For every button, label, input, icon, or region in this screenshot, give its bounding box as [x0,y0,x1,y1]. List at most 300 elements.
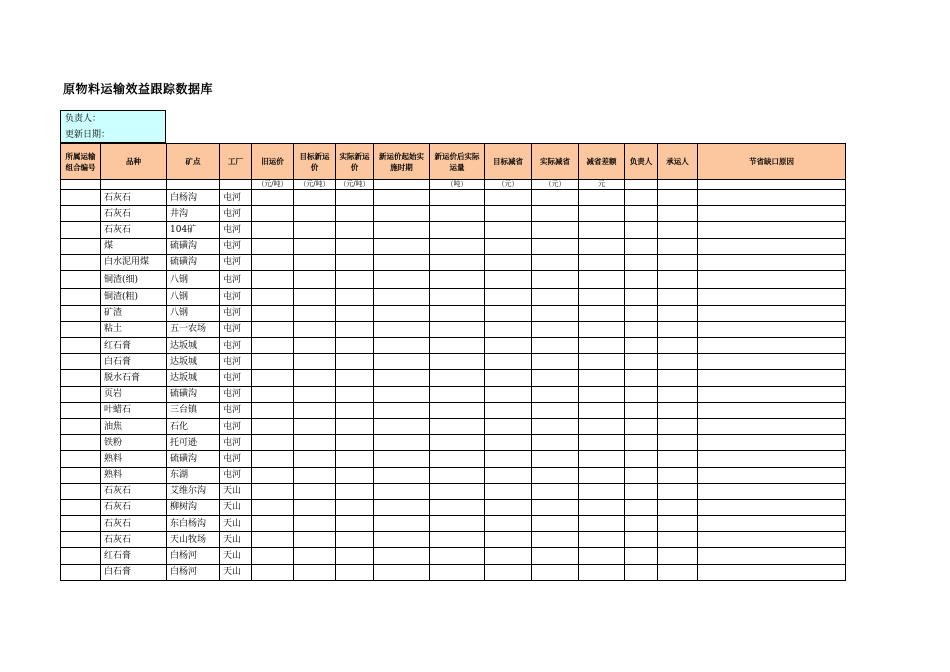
empty-cell[interactable] [294,467,336,483]
variety-cell[interactable]: 矿渣 [101,305,167,321]
empty-cell[interactable] [579,206,625,222]
empty-cell[interactable] [698,222,846,238]
empty-cell[interactable] [61,370,101,386]
empty-cell[interactable] [61,467,101,483]
empty-cell[interactable] [430,354,485,370]
column-header[interactable]: 实际新运价 [336,144,374,180]
empty-cell[interactable] [294,289,336,305]
empty-cell[interactable] [485,321,532,337]
empty-cell[interactable] [294,321,336,337]
empty-cell[interactable] [374,435,430,451]
empty-cell[interactable] [336,270,374,289]
empty-cell[interactable] [658,238,698,254]
empty-cell[interactable] [579,289,625,305]
empty-cell[interactable] [252,564,294,580]
column-header[interactable]: 减省差额 [579,144,625,180]
empty-cell[interactable] [625,483,658,499]
empty-cell[interactable] [374,289,430,305]
empty-cell[interactable] [698,238,846,254]
empty-cell[interactable] [485,190,532,206]
empty-cell[interactable] [532,499,579,515]
empty-cell[interactable] [532,238,579,254]
empty-cell[interactable] [294,402,336,418]
empty-cell[interactable] [532,435,579,451]
unit-cell[interactable] [698,180,846,190]
empty-cell[interactable] [485,270,532,289]
unit-cell[interactable] [220,180,252,190]
empty-cell[interactable] [430,370,485,386]
plant-cell[interactable]: 屯河 [220,206,252,222]
plant-cell[interactable]: 屯河 [220,289,252,305]
empty-cell[interactable] [698,190,846,206]
unit-cell[interactable] [61,180,101,190]
empty-cell[interactable] [579,418,625,434]
empty-cell[interactable] [485,564,532,580]
variety-cell[interactable]: 叶蜡石 [101,402,167,418]
empty-cell[interactable] [374,190,430,206]
empty-cell[interactable] [698,289,846,305]
empty-cell[interactable] [336,418,374,434]
empty-cell[interactable] [658,499,698,515]
empty-cell[interactable] [252,238,294,254]
empty-cell[interactable] [658,254,698,270]
empty-cell[interactable] [294,564,336,580]
empty-cell[interactable] [658,370,698,386]
variety-cell[interactable]: 熟料 [101,451,167,467]
variety-cell[interactable]: 石灰石 [101,190,167,206]
empty-cell[interactable] [579,548,625,564]
empty-cell[interactable] [625,564,658,580]
empty-cell[interactable] [625,354,658,370]
empty-cell[interactable] [658,386,698,402]
empty-cell[interactable] [61,222,101,238]
empty-cell[interactable] [336,467,374,483]
empty-cell[interactable] [336,548,374,564]
empty-cell[interactable] [252,467,294,483]
empty-cell[interactable] [294,190,336,206]
empty-cell[interactable] [698,548,846,564]
empty-cell[interactable] [252,270,294,289]
empty-cell[interactable] [698,305,846,321]
empty-cell[interactable] [294,254,336,270]
empty-cell[interactable] [430,499,485,515]
empty-cell[interactable] [430,289,485,305]
empty-cell[interactable] [579,499,625,515]
empty-cell[interactable] [532,254,579,270]
empty-cell[interactable] [532,354,579,370]
empty-cell[interactable] [698,467,846,483]
empty-cell[interactable] [485,499,532,515]
empty-cell[interactable] [658,435,698,451]
empty-cell[interactable] [430,206,485,222]
empty-cell[interactable] [579,222,625,238]
empty-cell[interactable] [658,451,698,467]
empty-cell[interactable] [485,222,532,238]
unit-cell[interactable]: （元） [485,180,532,190]
empty-cell[interactable] [698,206,846,222]
empty-cell[interactable] [658,206,698,222]
column-header[interactable]: 矿点 [167,144,220,180]
empty-cell[interactable] [294,354,336,370]
empty-cell[interactable] [698,370,846,386]
plant-cell[interactable]: 天山 [220,532,252,548]
empty-cell[interactable] [252,435,294,451]
column-header[interactable]: 所属运输组合编号 [61,144,101,180]
column-header[interactable]: 旧运价 [252,144,294,180]
plant-cell[interactable]: 天山 [220,483,252,499]
mine-cell[interactable]: 三台镇 [167,402,220,418]
empty-cell[interactable] [61,532,101,548]
empty-cell[interactable] [532,305,579,321]
empty-cell[interactable] [336,238,374,254]
empty-cell[interactable] [430,305,485,321]
variety-cell[interactable]: 铜渣(细) [101,270,167,289]
empty-cell[interactable] [294,238,336,254]
empty-cell[interactable] [61,354,101,370]
mine-cell[interactable]: 白杨河 [167,564,220,580]
empty-cell[interactable] [430,254,485,270]
plant-cell[interactable]: 屯河 [220,270,252,289]
empty-cell[interactable] [61,270,101,289]
empty-cell[interactable] [485,386,532,402]
empty-cell[interactable] [61,435,101,451]
empty-cell[interactable] [698,402,846,418]
empty-cell[interactable] [336,206,374,222]
empty-cell[interactable] [658,305,698,321]
plant-cell[interactable]: 天山 [220,548,252,564]
empty-cell[interactable] [374,402,430,418]
empty-cell[interactable] [252,386,294,402]
empty-cell[interactable] [532,532,579,548]
unit-cell[interactable]: （元） [532,180,579,190]
mine-cell[interactable]: 八钢 [167,270,220,289]
unit-cell[interactable]: （吨） [430,180,485,190]
empty-cell[interactable] [61,516,101,532]
empty-cell[interactable] [294,206,336,222]
empty-cell[interactable] [485,206,532,222]
plant-cell[interactable]: 屯河 [220,451,252,467]
empty-cell[interactable] [336,305,374,321]
empty-cell[interactable] [579,483,625,499]
plant-cell[interactable]: 天山 [220,564,252,580]
empty-cell[interactable] [252,190,294,206]
empty-cell[interactable] [532,418,579,434]
unit-cell[interactable] [658,180,698,190]
mine-cell[interactable]: 东白杨沟 [167,516,220,532]
column-header[interactable]: 承运人 [658,144,698,180]
empty-cell[interactable] [430,190,485,206]
empty-cell[interactable] [658,516,698,532]
mine-cell[interactable]: 艾维尔沟 [167,483,220,499]
empty-cell[interactable] [294,386,336,402]
empty-cell[interactable] [374,238,430,254]
empty-cell[interactable] [579,564,625,580]
variety-cell[interactable]: 石灰石 [101,206,167,222]
empty-cell[interactable] [658,321,698,337]
empty-cell[interactable] [579,305,625,321]
empty-cell[interactable] [294,270,336,289]
empty-cell[interactable] [532,190,579,206]
empty-cell[interactable] [485,516,532,532]
empty-cell[interactable] [252,254,294,270]
empty-cell[interactable] [336,435,374,451]
mine-cell[interactable]: 达坂城 [167,354,220,370]
empty-cell[interactable] [294,370,336,386]
empty-cell[interactable] [698,483,846,499]
empty-cell[interactable] [698,254,846,270]
empty-cell[interactable] [374,222,430,238]
empty-cell[interactable] [336,190,374,206]
empty-cell[interactable] [374,270,430,289]
plant-cell[interactable]: 屯河 [220,321,252,337]
empty-cell[interactable] [658,190,698,206]
empty-cell[interactable] [532,222,579,238]
variety-cell[interactable]: 熟料 [101,467,167,483]
unit-cell[interactable]: 元 [579,180,625,190]
column-header[interactable]: 新运价起始实施时期 [374,144,430,180]
empty-cell[interactable] [658,483,698,499]
empty-cell[interactable] [579,402,625,418]
empty-cell[interactable] [658,354,698,370]
empty-cell[interactable] [294,483,336,499]
unit-cell[interactable]: （元/吨） [336,180,374,190]
variety-cell[interactable]: 铁粉 [101,435,167,451]
empty-cell[interactable] [61,190,101,206]
mine-cell[interactable]: 硫磺沟 [167,386,220,402]
empty-cell[interactable] [374,338,430,354]
empty-cell[interactable] [294,435,336,451]
empty-cell[interactable] [579,386,625,402]
empty-cell[interactable] [374,254,430,270]
empty-cell[interactable] [485,418,532,434]
mine-cell[interactable]: 硫磺沟 [167,238,220,254]
empty-cell[interactable] [658,467,698,483]
empty-cell[interactable] [625,305,658,321]
empty-cell[interactable] [61,289,101,305]
empty-cell[interactable] [485,338,532,354]
variety-cell[interactable]: 油焦 [101,418,167,434]
empty-cell[interactable] [579,532,625,548]
empty-cell[interactable] [374,305,430,321]
empty-cell[interactable] [430,483,485,499]
empty-cell[interactable] [485,483,532,499]
empty-cell[interactable] [625,254,658,270]
empty-cell[interactable] [252,516,294,532]
empty-cell[interactable] [579,321,625,337]
empty-cell[interactable] [532,483,579,499]
unit-cell[interactable] [101,180,167,190]
empty-cell[interactable] [532,370,579,386]
plant-cell[interactable]: 屯河 [220,402,252,418]
empty-cell[interactable] [252,451,294,467]
empty-cell[interactable] [485,451,532,467]
empty-cell[interactable] [658,418,698,434]
empty-cell[interactable] [252,532,294,548]
unit-cell[interactable] [374,180,430,190]
empty-cell[interactable] [374,386,430,402]
plant-cell[interactable]: 屯河 [220,418,252,434]
column-header[interactable]: 目标新运价 [294,144,336,180]
empty-cell[interactable] [698,564,846,580]
empty-cell[interactable] [625,548,658,564]
empty-cell[interactable] [61,338,101,354]
empty-cell[interactable] [374,206,430,222]
empty-cell[interactable] [625,206,658,222]
plant-cell[interactable]: 屯河 [220,305,252,321]
variety-cell[interactable]: 粘土 [101,321,167,337]
empty-cell[interactable] [625,435,658,451]
empty-cell[interactable] [658,402,698,418]
empty-cell[interactable] [625,238,658,254]
mine-cell[interactable]: 东湖 [167,467,220,483]
empty-cell[interactable] [61,418,101,434]
empty-cell[interactable] [61,499,101,515]
variety-cell[interactable]: 石灰石 [101,516,167,532]
empty-cell[interactable] [374,499,430,515]
empty-cell[interactable] [485,238,532,254]
empty-cell[interactable] [61,254,101,270]
plant-cell[interactable]: 屯河 [220,370,252,386]
empty-cell[interactable] [658,270,698,289]
empty-cell[interactable] [61,386,101,402]
empty-cell[interactable] [658,564,698,580]
plant-cell[interactable]: 屯河 [220,386,252,402]
column-header[interactable]: 工厂 [220,144,252,180]
empty-cell[interactable] [625,386,658,402]
empty-cell[interactable] [430,435,485,451]
empty-cell[interactable] [579,467,625,483]
variety-cell[interactable]: 红石膏 [101,548,167,564]
empty-cell[interactable] [252,483,294,499]
empty-cell[interactable] [252,206,294,222]
empty-cell[interactable] [698,532,846,548]
empty-cell[interactable] [374,564,430,580]
empty-cell[interactable] [430,386,485,402]
empty-cell[interactable] [532,289,579,305]
empty-cell[interactable] [294,532,336,548]
empty-cell[interactable] [374,467,430,483]
empty-cell[interactable] [532,270,579,289]
empty-cell[interactable] [374,321,430,337]
empty-cell[interactable] [485,532,532,548]
empty-cell[interactable] [625,451,658,467]
mine-cell[interactable]: 石化 [167,418,220,434]
column-header[interactable]: 实际减省 [532,144,579,180]
empty-cell[interactable] [336,451,374,467]
empty-cell[interactable] [579,451,625,467]
mine-cell[interactable]: 八钢 [167,305,220,321]
empty-cell[interactable] [698,418,846,434]
empty-cell[interactable] [252,222,294,238]
empty-cell[interactable] [532,451,579,467]
column-header[interactable]: 节省缺口原因 [698,144,846,180]
empty-cell[interactable] [336,532,374,548]
owner-label[interactable]: 负责人： [65,114,102,124]
empty-cell[interactable] [252,321,294,337]
empty-cell[interactable] [374,483,430,499]
plant-cell[interactable]: 天山 [220,499,252,515]
empty-cell[interactable] [430,321,485,337]
empty-cell[interactable] [485,305,532,321]
empty-cell[interactable] [336,564,374,580]
plant-cell[interactable]: 天山 [220,516,252,532]
update-date-label[interactable]: 更新日期： [65,130,111,140]
empty-cell[interactable] [61,548,101,564]
empty-cell[interactable] [374,354,430,370]
mine-cell[interactable]: 托可逊 [167,435,220,451]
empty-cell[interactable] [579,338,625,354]
empty-cell[interactable] [294,222,336,238]
empty-cell[interactable] [532,386,579,402]
empty-cell[interactable] [579,190,625,206]
mine-cell[interactable]: 104矿 [167,222,220,238]
empty-cell[interactable] [430,338,485,354]
empty-cell[interactable] [625,467,658,483]
variety-cell[interactable]: 脱水石膏 [101,370,167,386]
variety-cell[interactable]: 石灰石 [101,532,167,548]
mine-cell[interactable]: 五一农场 [167,321,220,337]
empty-cell[interactable] [698,338,846,354]
column-header[interactable]: 品种 [101,144,167,180]
empty-cell[interactable] [252,370,294,386]
empty-cell[interactable] [532,516,579,532]
plant-cell[interactable]: 屯河 [220,467,252,483]
empty-cell[interactable] [336,483,374,499]
empty-cell[interactable] [658,548,698,564]
empty-cell[interactable] [579,270,625,289]
empty-cell[interactable] [532,206,579,222]
empty-cell[interactable] [698,516,846,532]
empty-cell[interactable] [485,548,532,564]
empty-cell[interactable] [336,222,374,238]
mine-cell[interactable]: 白杨河 [167,548,220,564]
empty-cell[interactable] [485,435,532,451]
unit-cell[interactable] [625,180,658,190]
empty-cell[interactable] [61,402,101,418]
empty-cell[interactable] [625,532,658,548]
empty-cell[interactable] [430,564,485,580]
empty-cell[interactable] [579,516,625,532]
empty-cell[interactable] [252,418,294,434]
variety-cell[interactable]: 石灰石 [101,483,167,499]
variety-cell[interactable]: 石灰石 [101,499,167,515]
empty-cell[interactable] [698,321,846,337]
empty-cell[interactable] [698,386,846,402]
empty-cell[interactable] [658,532,698,548]
mine-cell[interactable]: 井沟 [167,206,220,222]
empty-cell[interactable] [252,548,294,564]
mine-cell[interactable]: 柳树沟 [167,499,220,515]
empty-cell[interactable] [579,354,625,370]
empty-cell[interactable] [336,338,374,354]
empty-cell[interactable] [430,467,485,483]
empty-cell[interactable] [658,338,698,354]
empty-cell[interactable] [430,418,485,434]
empty-cell[interactable] [61,564,101,580]
empty-cell[interactable] [252,402,294,418]
empty-cell[interactable] [532,467,579,483]
empty-cell[interactable] [625,370,658,386]
empty-cell[interactable] [336,402,374,418]
empty-cell[interactable] [698,499,846,515]
empty-cell[interactable] [374,548,430,564]
empty-cell[interactable] [252,289,294,305]
empty-cell[interactable] [658,222,698,238]
empty-cell[interactable] [374,516,430,532]
empty-cell[interactable] [430,402,485,418]
empty-cell[interactable] [61,305,101,321]
empty-cell[interactable] [294,305,336,321]
